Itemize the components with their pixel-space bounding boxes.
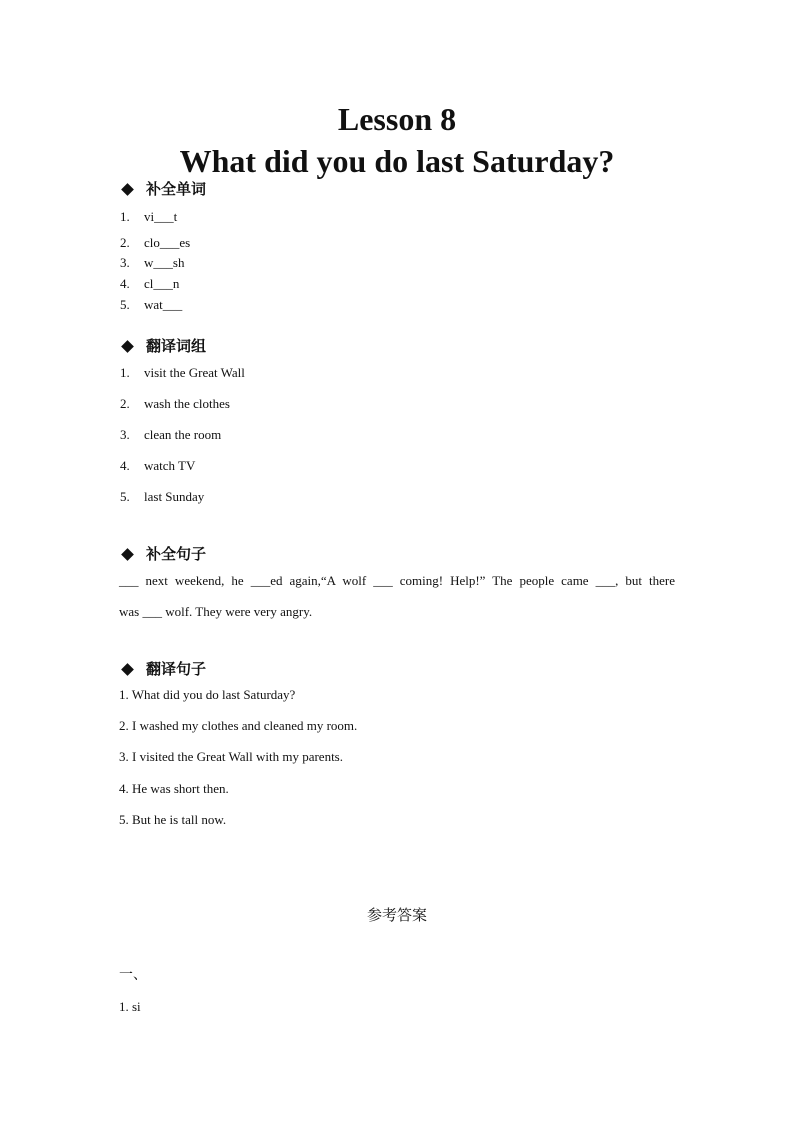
fill-in-sentence-line: ___ next weekend, he ___ed again,“A wolf ___ coming! Help!” The people came ___, but there	[119, 573, 675, 588]
diamond-bullet-icon	[121, 548, 134, 561]
list-item: 2. wash the clothes	[120, 396, 230, 411]
lesson-subtitle: What did you do last Saturday?	[179, 143, 615, 179]
list-item: 4. cl___n	[120, 276, 180, 291]
section-heading-translate-sentences: 翻译句子	[121, 660, 206, 678]
section-heading-complete-words: 补全单词	[121, 180, 206, 198]
sentence-item: 4. He was short then.	[119, 781, 229, 796]
fill-in-sentence-line: was ___ wolf. They were very angry.	[119, 604, 313, 619]
list-item: 2. clo___es	[120, 235, 191, 250]
diamond-bullet-icon	[121, 340, 134, 353]
list-item: 4. watch TV	[120, 458, 196, 473]
list-item: 5. last Sunday	[120, 489, 205, 504]
sentence-item: 5. But he is tall now.	[119, 812, 227, 827]
list-item: 5. wat___	[120, 297, 183, 312]
list-item: 3. w___sh	[120, 255, 185, 270]
answer-item: 1. si	[119, 999, 141, 1014]
sentence-item: 2. I washed my clothes and cleaned my room.	[119, 718, 358, 733]
answer-key-title: 参考答案	[366, 906, 427, 924]
section-heading-complete-sentences: 补全句子	[121, 545, 206, 563]
diamond-bullet-icon	[121, 183, 134, 196]
sentence-item: 1. What did you do last Saturday?	[119, 687, 296, 702]
diamond-bullet-icon	[121, 663, 134, 676]
lesson-title: Lesson 8	[337, 101, 457, 137]
list-item: 1. visit the Great Wall	[120, 365, 245, 380]
list-item: 1. vi___t	[120, 209, 178, 224]
answer-part-label: 一、	[119, 968, 147, 983]
sentence-item: 3. I visited the Great Wall with my parents.	[119, 749, 343, 764]
list-item: 3. clean the room	[120, 427, 222, 442]
section-heading-translate-phrases: 翻译词组	[121, 337, 206, 355]
